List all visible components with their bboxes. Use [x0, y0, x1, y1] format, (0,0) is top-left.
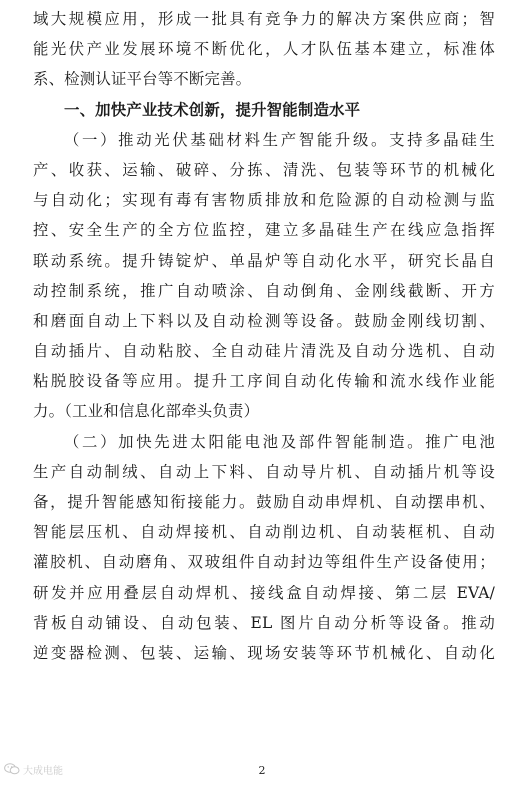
text-line: 和磨面自动上下料以及自动检测等设备。鼓励金刚线切割、	[33, 311, 495, 330]
document-body	[33, 4, 495, 668]
paragraph-first-line: （二）加快先进太阳能电池及部件智能制造。推广电池	[64, 432, 495, 451]
text-line: 研发并应用叠层自动焊机、接线盒自动焊接、第二层 EVA/	[33, 583, 495, 602]
watermark-text: 大成电能	[23, 765, 63, 777]
text-line: 能光伏产业发展环境不断优化，人才队伍基本建立，标准体	[33, 40, 495, 59]
text-line: 联动系统。提升铸锭炉、单晶炉等自动化水平，研究长晶自	[33, 251, 495, 270]
page-number: 2	[258, 764, 266, 777]
text-line: 逆变器检测、包装、运输、现场安装等环节机械化、自动化	[33, 643, 495, 662]
text-line: 生产自动制绒、自动上下料、自动导片机、自动插片机等设	[33, 462, 495, 481]
text-line: 控、安全生产的全方位监控，建立多晶硅生产在线应急指挥	[33, 221, 495, 240]
text-line: 系、检测认证平台等不断完善。	[33, 70, 252, 89]
text-line: 背板自动铺设、自动包装、EL 图片自动分析等设备。推动	[33, 613, 495, 632]
text-line: 智能层压机、自动焊接机、自动削边机、自动装框机、自动	[33, 523, 495, 542]
text-line: 域大规模应用，形成一批具有竞争力的解决方案供应商；智	[33, 10, 495, 28]
text-line: 与自动化；实现有毒有害物质排放和危险源的自动检测与监	[33, 191, 495, 210]
text-line: 备，提升智能感知衔接能力。鼓励自动串焊机、自动摆串机、	[33, 493, 495, 511]
text-line: 自动插片、自动粘胶、全自动硅片清洗及自动分选机、自动	[33, 342, 495, 361]
text-line: 灌胶机、自动磨角、双玻组件自动封边等组件生产设备使用；	[33, 553, 495, 572]
text-line: 动控制系统，推广自动喷涂、自动倒角、金刚线截断、开方	[33, 281, 495, 300]
section-heading: 一、加快产业技术创新，提升智能制造水平	[64, 100, 361, 119]
paragraph-first-line: （一）推动光伏基础材料生产智能升级。支持多晶硅生	[64, 130, 495, 149]
text-line: 力。（工业和信息化部牵头负责）	[33, 402, 260, 421]
text-line: 粘脱胶设备等应用。提升工序间自动化传输和流水线作业能	[33, 372, 495, 391]
text-line: 产、收获、运输、破碎、分拣、清洗、包装等环节的机械化	[33, 160, 495, 179]
